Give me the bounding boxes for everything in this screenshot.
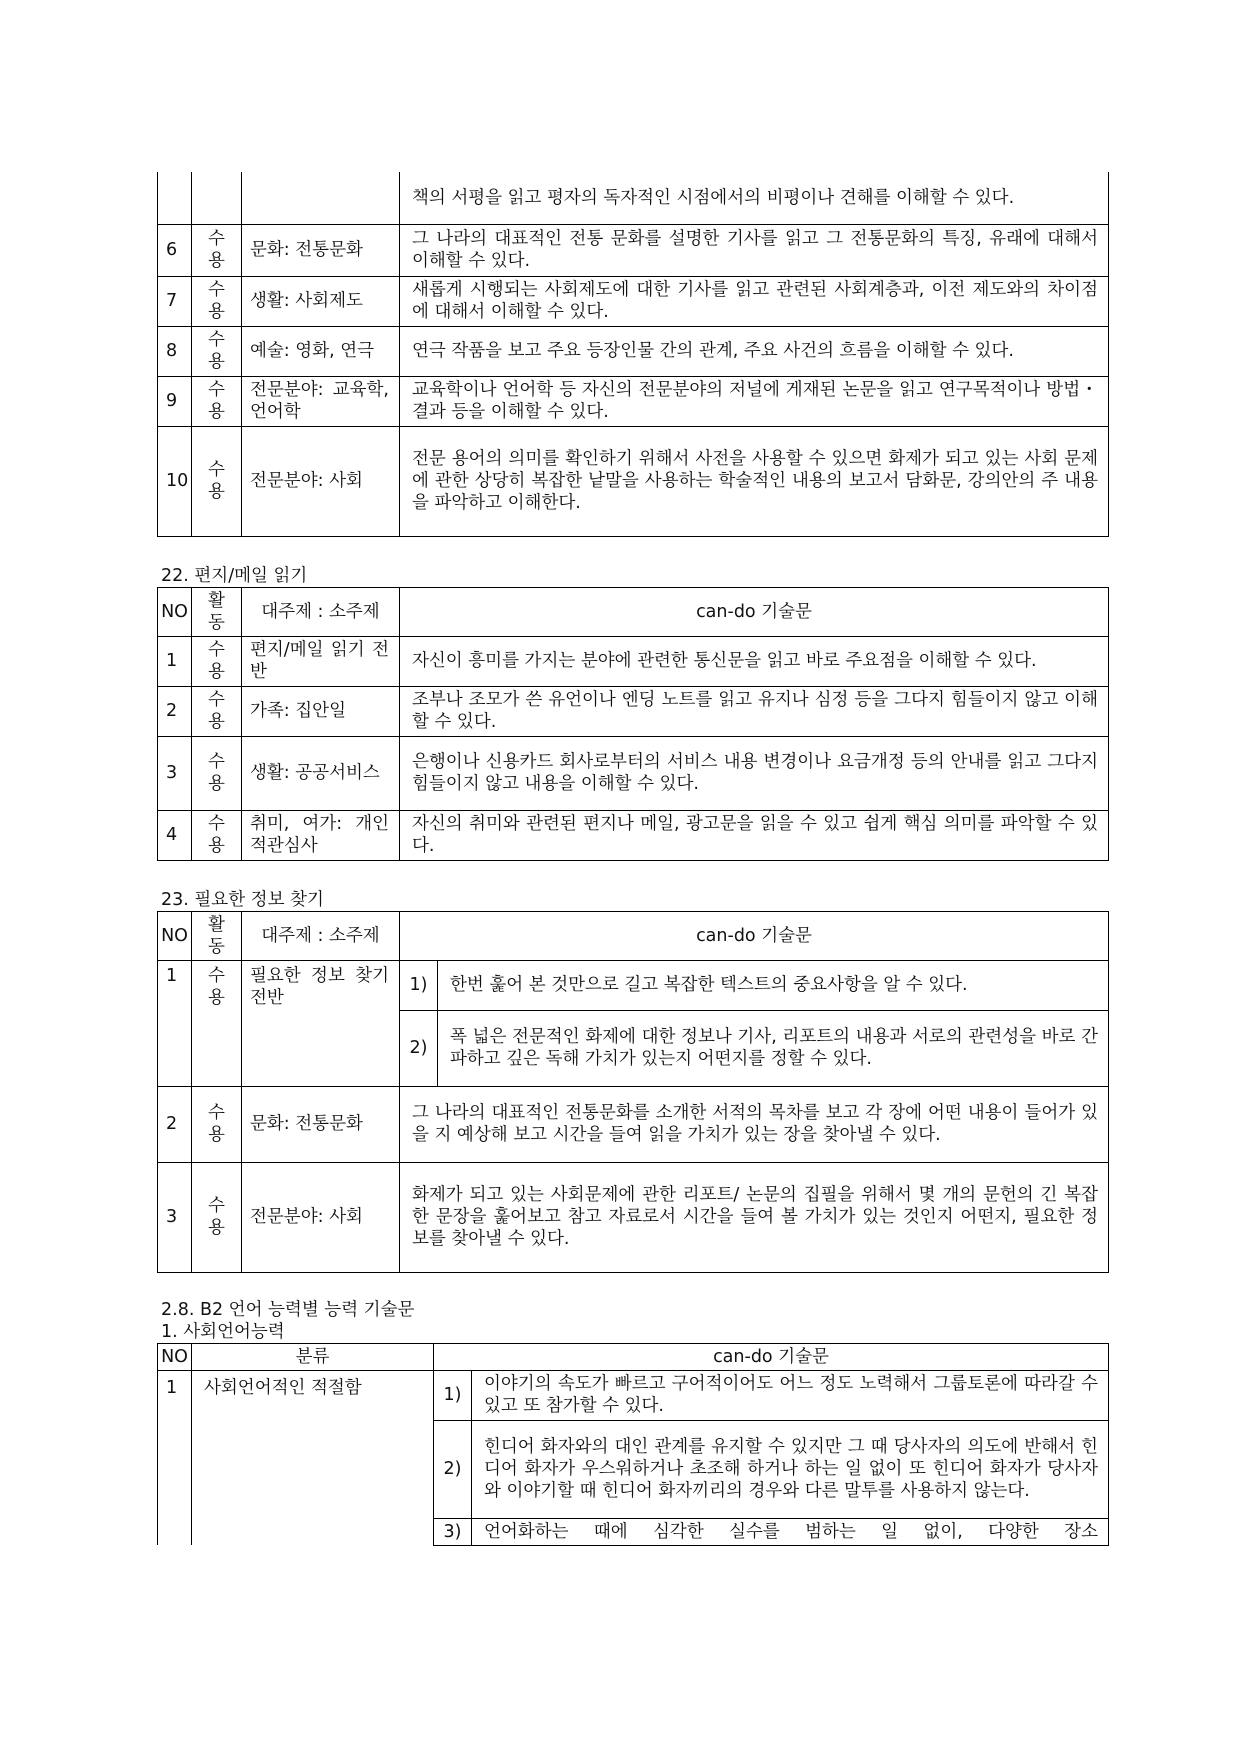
row-topic: 생활: 사회제도 — [242, 276, 400, 326]
row-topic: 전문분야: 사회 — [242, 426, 400, 536]
row-topic: 전문분야: 사회 — [242, 1162, 400, 1272]
table-header-row — [158, 587, 1109, 636]
header-cando: can-do 기술문 — [400, 911, 1109, 960]
cando-text: 책의 서평을 읽고 평자의 독자적인 시점에서의 비평이나 견해를 이해할 수 있다. — [400, 172, 1109, 224]
row-activity: 수용 — [192, 810, 242, 860]
cando-text: 은행이나 신용카드 회사로부터의 서비스 내용 변경이나 요금개정 등의 안내를 읽고 그다지 힘들이지 않고 내용을 이해할 수 있다. — [400, 736, 1109, 810]
table-section22 — [157, 587, 1109, 861]
header-topic: 대주제 : 소주제 — [242, 911, 400, 960]
row-no: 2 — [158, 686, 192, 736]
table-row — [158, 426, 1109, 536]
row-topic: 문화: 전통문화 — [242, 1086, 400, 1162]
row-topic: 편지/메일 읽기 전반 — [242, 636, 400, 686]
row-activity: 수용 — [192, 426, 242, 536]
section-title: 23. 필요한 정보 찾기 — [161, 889, 324, 910]
cando-text: 교육학이나 언어학 등 자신의 전문분야의 저널에 게재된 논문을 읽고 연구목적이나 방법・결과 등을 이해할 수 있다. — [400, 376, 1109, 426]
table-section28 — [157, 1343, 1109, 1546]
cando-text: 폭 넓은 전문적인 화제에 대한 정보나 기사, 리포트의 내용과 서로의 관련성을 바로 간파하고 깊은 독해 가치가 있는지 어떤지를 정할 수 있다. — [438, 1010, 1109, 1086]
row-no: 3 — [158, 1162, 192, 1272]
table-row — [158, 376, 1109, 426]
row-topic: 생활: 공공서비스 — [242, 736, 400, 810]
sub-item-number: 2) — [434, 1420, 472, 1518]
header-cando: can-do 기술문 — [434, 1343, 1109, 1370]
header-cando: can-do 기술문 — [400, 587, 1109, 636]
row-topic: 가족: 집안일 — [242, 686, 400, 736]
cando-text: 힌디어 화자와의 대인 관계를 유지할 수 있지만 그 때 당사자의 의도에 반해서 힌디어 화자가 우스워하거나 초조해 하거나 하는 일 없이 또 힌디어 화자가 당사자와 이야기할 때 힌디어 화자끼리의 경우와 다른 말투를 사용하지 않는다. — [472, 1420, 1109, 1518]
row-activity: 수용 — [192, 224, 242, 276]
document-page — [157, 172, 1109, 1546]
row-topic: 필요한 정보 찾기 전반 — [242, 960, 400, 1086]
table-row — [158, 960, 1109, 1010]
row-activity: 수용 — [192, 636, 242, 686]
header-no: NO — [158, 911, 192, 960]
section-title: 2.8. B2 언어 능력별 능력 기술문 — [161, 1299, 415, 1320]
row-topic: 취미, 여가: 개인적관심사 — [242, 810, 400, 860]
row-activity: 수용 — [192, 326, 242, 376]
cando-text: 이야기의 속도가 빠르고 구어적이어도 어느 정도 노력해서 그룹토론에 따라갈 수 있고 또 참가할 수 있다. — [472, 1370, 1109, 1420]
table-row — [158, 1162, 1109, 1272]
row-no: 1 — [158, 1370, 192, 1545]
sub-item-number: 3) — [434, 1518, 472, 1545]
cando-text: 자신이 흥미를 가지는 분야에 관련한 통신문을 읽고 바로 주요점을 이해할 수 있다. — [400, 636, 1109, 686]
row-activity: 수용 — [192, 960, 242, 1086]
cando-text: 조부나 조모가 쓴 유언이나 엔딩 노트를 읽고 유지나 심정 등을 그다지 힘들이지 않고 이해할 수 있다. — [400, 686, 1109, 736]
row-topic: 예술: 영화, 연극 — [242, 326, 400, 376]
table-section23 — [157, 911, 1109, 1273]
row-no: 6 — [158, 224, 192, 276]
header-topic: 대주제 : 소주제 — [242, 587, 400, 636]
row-no: 4 — [158, 810, 192, 860]
row-no: 7 — [158, 276, 192, 326]
table-header-row — [158, 911, 1109, 960]
table-section21-continued — [157, 172, 1109, 537]
row-activity: 수용 — [192, 1086, 242, 1162]
section-title: 22. 편지/메일 읽기 — [161, 565, 308, 586]
table-row — [158, 1086, 1109, 1162]
header-no: NO — [158, 1343, 192, 1370]
row-no: 1 — [158, 636, 192, 686]
header-activity: 활동 — [192, 911, 242, 960]
table-row — [158, 636, 1109, 686]
cando-text: 자신의 취미와 관련된 편지나 메일, 광고문을 읽을 수 있고 쉽게 핵심 의미를 파악할 수 있다. — [400, 810, 1109, 860]
table-row — [158, 172, 1109, 224]
subsection-title: 1. 사회언어능력 — [161, 1321, 285, 1342]
row-topic: 전문분야: 교육학, 언어학 — [242, 376, 400, 426]
row-no: 8 — [158, 326, 192, 376]
cando-text: 한번 훑어 본 것만으로 길고 복잡한 텍스트의 중요사항을 알 수 있다. — [438, 960, 1109, 1010]
table-row — [158, 736, 1109, 810]
row-no: 9 — [158, 376, 192, 426]
sub-item-number: 1) — [434, 1370, 472, 1420]
cando-text: 그 나라의 대표적인 전통문화를 소개한 서적의 목차를 보고 각 장에 어떤 내용이 들어가 있을 지 예상해 보고 시간을 들여 읽을 가치가 있는 장을 찾아낼 수 있다. — [400, 1086, 1109, 1162]
row-no: 2 — [158, 1086, 192, 1162]
row-activity: 수용 — [192, 376, 242, 426]
row-activity: 수용 — [192, 276, 242, 326]
cando-text: 언어화하는 때에 심각한 실수를 범하는 일 없이, 다양한 장소 — [472, 1518, 1109, 1545]
row-activity: 수용 — [192, 736, 242, 810]
table-row — [158, 1370, 1109, 1420]
table-header-row — [158, 1343, 1109, 1370]
row-no: 1 — [158, 960, 192, 1086]
table-row — [158, 224, 1109, 276]
cando-text: 그 나라의 대표적인 전통 문화를 설명한 기사를 읽고 그 전통문화의 특징, 유래에 대해서 이해할 수 있다. — [400, 224, 1109, 276]
row-no: 3 — [158, 736, 192, 810]
header-no: NO — [158, 587, 192, 636]
cando-text: 전문 용어의 의미를 확인하기 위해서 사전을 사용할 수 있으면 화제가 되고 있는 사회 문제에 관한 상당히 복잡한 낱말을 사용하는 학술적인 내용의 보고서 담화문, 강의안의 주 내용을 파악하고 이해한다. — [400, 426, 1109, 536]
table-row — [158, 810, 1109, 860]
table-row — [158, 686, 1109, 736]
sub-item-number: 1) — [400, 960, 438, 1010]
row-no: 10 — [158, 426, 192, 536]
row-category: 사회언어적인 적절함 — [192, 1370, 434, 1545]
table-row — [158, 276, 1109, 326]
sub-item-number: 2) — [400, 1010, 438, 1086]
row-topic: 문화: 전통문화 — [242, 224, 400, 276]
cando-text: 새롭게 시행되는 사회제도에 대한 기사를 읽고 관련된 사회계층과, 이전 제도와의 차이점에 대해서 이해할 수 있다. — [400, 276, 1109, 326]
header-category: 분류 — [192, 1343, 434, 1370]
cando-text: 화제가 되고 있는 사회문제에 관한 리포트/ 논문의 집필을 위해서 몇 개의 문헌의 긴 복잡한 문장을 훑어보고 참고 자료로서 시간을 들여 볼 가치가 있는 것인지 어떤지, 필요한 정보를 찾아낼 수 있다. — [400, 1162, 1109, 1272]
header-activity: 활동 — [192, 587, 242, 636]
row-activity: 수용 — [192, 686, 242, 736]
cando-text: 연극 작품을 보고 주요 등장인물 간의 관계, 주요 사건의 흐름을 이해할 수 있다. — [400, 326, 1109, 376]
table-row — [158, 326, 1109, 376]
row-activity: 수용 — [192, 1162, 242, 1272]
